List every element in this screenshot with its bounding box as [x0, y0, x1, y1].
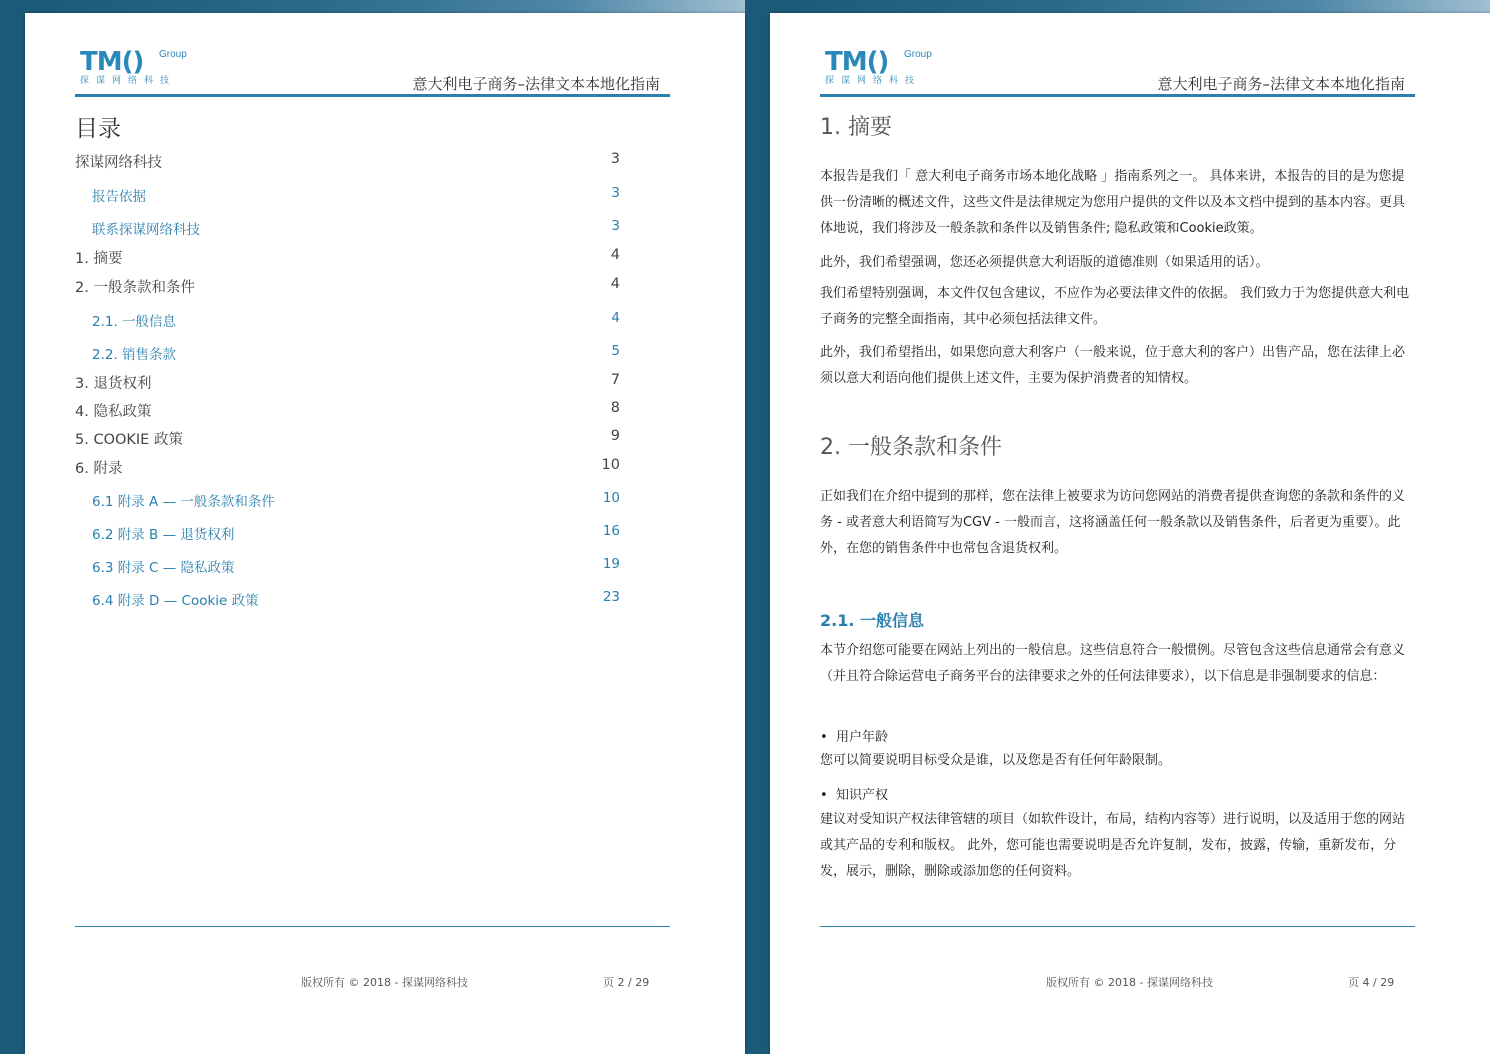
toc-entry-label: 探谋网络科技: [75, 155, 162, 171]
bullet-item-title: [820, 726, 888, 745]
toc-title: 目录: [75, 116, 121, 142]
paragraph: 正如我们在介绍中提到的那样，您在法律上被要求为访问您网站的消费者提供查询您的条款和条件的义务 - 或者意大利语简写为CGV - 一般而言，这将涵盖任何一般条款以及销售条件，后者更为重要）。此外，在您的销售条件中也常包含退货权利。: [820, 489, 1406, 556]
toc-entry[interactable]: [75, 151, 620, 171]
logo-wordmark: TM(): [80, 47, 144, 77]
bullet-dot-icon: •: [820, 788, 828, 803]
toc-entry[interactable]: [75, 490, 620, 510]
toc-entry-label: 6.2 附录 B — 退货权利: [92, 527, 235, 543]
toc-entry-label: 2.1. 一般信息: [92, 314, 177, 330]
subsection-heading-general-info: 2.1. 一般信息: [820, 611, 924, 630]
toc-entry-page: 10: [601, 457, 620, 473]
toc-entry-label: 报告依据: [92, 189, 146, 205]
toc-entry-page: 4: [610, 276, 620, 292]
header-divider: [820, 94, 1415, 97]
section-heading-terms: 2. 一般条款和条件: [820, 435, 1002, 460]
logo-subtitle: 探谋网络科技: [825, 76, 922, 86]
logo-group-text: Group: [904, 49, 932, 60]
bullet-item-title: [820, 784, 888, 803]
toc-entry-page: 16: [602, 523, 620, 539]
logo-subtitle: 探谋网络科技: [80, 76, 177, 86]
toc-entry-label: 5. COOKIE 政策: [75, 432, 183, 448]
toc-entry[interactable]: [75, 400, 620, 420]
section-heading-summary: 1. 摘要: [820, 115, 892, 140]
toc-entry-label: 联系探谋网络科技: [92, 222, 200, 238]
toc-entry-page: 4: [611, 310, 620, 326]
paragraph: 此外，我们希望强调，您还必须提供意大利语版的道德准则（如果适用的话）。: [820, 255, 1269, 270]
toc-entry-label: 1. 摘要: [75, 251, 123, 267]
logo-group-text: Group: [159, 49, 187, 60]
logo-wordmark: TM(): [825, 47, 889, 77]
footer-divider: [820, 926, 1415, 927]
toc-entry[interactable]: [75, 310, 620, 330]
toc-entry-label: 2. 一般条款和条件: [75, 280, 195, 296]
header-title: 意大利电子商务–法律文本本地化指南: [412, 75, 660, 93]
paragraph: 我们希望特别强调，本文件仅包含建议，不应作为必要法律文件的依据。 我们致力于为您提供意大利电子商务的完整全面指南，其中必须包括法律文件。: [820, 286, 1410, 327]
bullet-title: 用户年龄: [836, 730, 889, 745]
bullet-dot-icon: •: [820, 730, 828, 745]
toc-entry-page: 4: [610, 247, 620, 263]
top-strip-right: [770, 0, 1490, 13]
toc-entry[interactable]: [75, 276, 620, 296]
toc-entry[interactable]: [75, 523, 620, 543]
toc-entry-page: 10: [602, 490, 620, 506]
toc-entry[interactable]: [75, 185, 620, 205]
footer-copyright: 版权所有 © 2018 - 探谋网络科技: [1046, 976, 1213, 989]
toc-entry-page: 7: [610, 372, 620, 388]
toc-entry-page: 3: [610, 151, 620, 167]
toc-entry[interactable]: [75, 556, 620, 576]
toc-entry[interactable]: [75, 343, 620, 363]
footer-divider: [75, 926, 670, 927]
paragraph: 本节介绍您可能要在网站上列出的一般信息。这些信息符合一般惯例。尽管包含这些信息通常会有意义（并且符合除运营电子商务平台的法律要求之外的任何法律要求），以下信息是非强制要求的信息：: [820, 643, 1406, 684]
company-logo: [80, 49, 210, 89]
footer-page-number: 页 2 / 29: [603, 976, 650, 989]
toc-entry-label: 6.1 附录 A — 一般条款和条件: [92, 494, 275, 510]
header-title: 意大利电子商务–法律文本本地化指南: [1157, 75, 1405, 93]
toc-entry-page: 3: [611, 218, 620, 234]
toc-entry-label: 6.4 附录 D — Cookie 政策: [92, 593, 259, 609]
bullet-title: 知识产权: [836, 788, 889, 803]
toc-entry-label: 6. 附录: [75, 461, 123, 477]
document-page-toc: [25, 13, 745, 1054]
toc-entry-label: 4. 隐私政策: [75, 404, 152, 420]
toc-entry[interactable]: [75, 428, 620, 448]
toc-entry[interactable]: [75, 372, 620, 392]
toc-entry-page: 3: [611, 185, 620, 201]
footer-page-number: 页 4 / 29: [1348, 976, 1395, 989]
paragraph: 此外，我们希望指出，如果您向意大利客户（一般来说，位于意大利的客户）出售产品，您在法律上必须以意大利语向他们提供上述文件，主要为保护消费者的知情权。: [820, 345, 1406, 386]
document-page-summary: [770, 13, 1490, 1054]
toc-entry[interactable]: [75, 247, 620, 267]
toc-entry[interactable]: [75, 457, 620, 477]
bullet-paragraph: 您可以简要说明目标受众是谁，以及您是否有任何年龄限制。: [820, 753, 1172, 768]
top-strip-left: [25, 0, 745, 13]
toc-entry-label: 6.3 附录 C — 隐私政策: [92, 560, 235, 576]
toc-entry-page: 23: [602, 589, 620, 605]
toc-entry-page: 9: [610, 428, 620, 444]
paragraph: 本报告是我们「 意大利电子商务市场本地化战略 」指南系列之一。 具体来讲，本报告的目的是为您提供一份清晰的概述文件，这些文件是法律规定为您用户提供的文件以及本文档中提到的基本内容。更具体地说，我们将涉及一般条款和条件以及销售条件; 隐私政策和Cookie政策。: [820, 169, 1406, 236]
footer-copyright: 版权所有 © 2018 - 探谋网络科技: [301, 976, 468, 989]
toc-entry-label: 2.2. 销售条款: [92, 347, 177, 363]
company-logo: [825, 49, 955, 89]
bullet-paragraph: 建议对受知识产权法律管辖的项目（如软件设计，布局，结构内容等）进行说明，以及适用于您的网站或其产品的专利和版权。 此外，您可能也需要说明是否允许复制，发布，披露，传输，重新发布，分发，展示，删除，删除或添加您的任何资料。: [820, 812, 1406, 879]
toc-entry[interactable]: [75, 589, 620, 609]
toc-entry-page: 8: [610, 400, 620, 416]
toc-entry[interactable]: [75, 218, 620, 238]
toc-entry-page: 19: [602, 556, 620, 572]
toc-entry-label: 3. 退货权利: [75, 376, 152, 392]
toc-entry-page: 5: [611, 343, 620, 359]
header-divider: [75, 94, 670, 97]
